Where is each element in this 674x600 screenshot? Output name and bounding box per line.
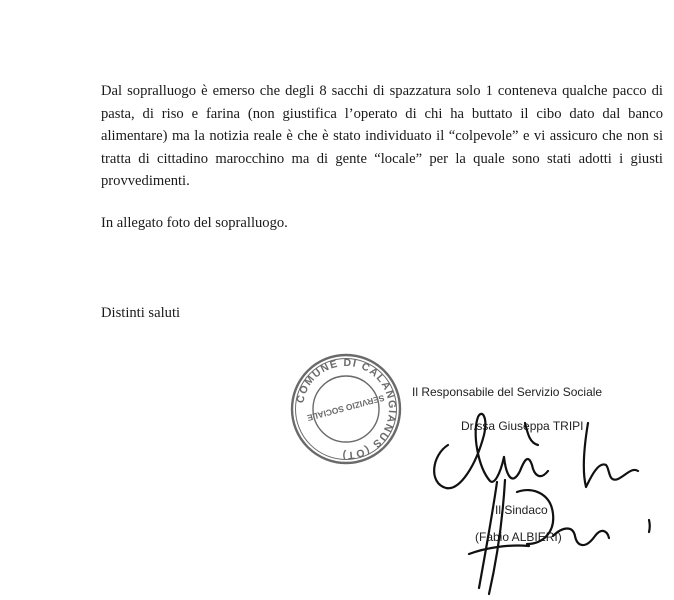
closing-salutation: Distinti saluti <box>101 305 181 321</box>
attachment-note: In allegato foto del sopralluogo. <box>101 215 288 231</box>
stamp-outer-text: COMUNE DI CALANGIANUS (OT) <box>294 356 399 462</box>
mayor-name: (Fabio ALBIERI) <box>475 530 562 544</box>
body-paragraph: Dal sopralluogo è emerso che degli 8 sacchi di spazzatura solo 1 conteneva qualche pacco di pasta, di riso e farina (non giustifica l’operato di chi ha buttato il cibo dato dal banco alimentare) ma la notizia reale è che è stato individuato il “colpevole” e vi assicuro che non si tratta di cittadino marocchino ma di gente “locale” per la quale sono stati adotti i giusti provvedimenti. <box>101 83 663 189</box>
mayor-signature <box>455 470 665 600</box>
mayor-role: Il Sindaco <box>495 503 548 517</box>
responsible-name: Dr.ssa Giuseppa TRIPI <box>461 419 584 433</box>
official-stamp <box>290 353 402 465</box>
stamp-inner-text: SERVIZIO SOCIALE <box>305 392 386 424</box>
responsible-role: Il Responsabile del Servizio Sociale <box>412 385 603 399</box>
